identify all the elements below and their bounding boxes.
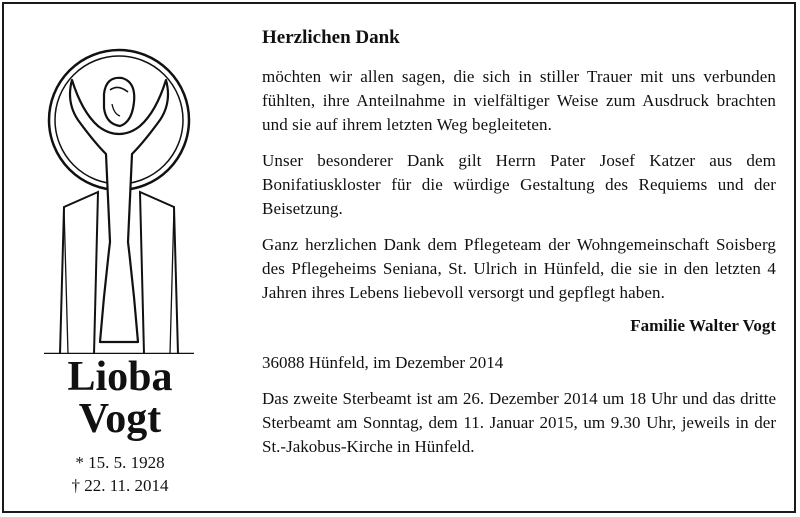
thanks-paragraph: Ganz herzlichen Dank dem Pflegeteam der Wohngemeinschaft Soisberg des Pflegeheims Seniana, St. Ulrich in Hünfeld, die sie in den letzten 4 Jahren ihres Lebens liebevoll versorgt und gepflegt haben. (262, 234, 776, 302)
place-date: 36088 Hünfeld, im Dezember 2014 (262, 352, 504, 372)
deceased-first-name: Lioba (67, 354, 173, 400)
family-signature: Familie Walter Vogt (630, 315, 776, 335)
risen-christ-figure-icon (44, 42, 194, 354)
deceased-last-name: Vogt (78, 396, 162, 442)
mass-notice: Das zweite Sterbeamt ist am 26. Dezember 2014 um 18 Uhr und das dritte Sterbeamt am Sonntag, dem 11. Januar 2015, um 9.30 Uhr, jeweils in der St.-Jakobus-Kirche in Hünfeld. (262, 388, 776, 456)
thanks-heading: Herzlichen Dank (262, 27, 400, 48)
thanks-paragraph: möchten wir allen sagen, die sich in stiller Trauer mit uns verbunden fühlten, ihre Anteilnahme in vielfältiger Weise zum Ausdruck brachten und sie auf ihrem letzten Weg begleiteten. (262, 66, 776, 134)
obituary-frame (2, 2, 796, 513)
memorial-column (4, 4, 236, 511)
message-column (262, 26, 776, 459)
thanks-paragraph: Unser besonderer Dank gilt Herrn Pater Josef Katzer aus dem Bonifatiuskloster für die würdige Gestaltung des Requiems und der Beisetzung. (262, 150, 776, 218)
birth-date: * 15. 5. 1928 (75, 453, 165, 472)
death-date: † 22. 11. 2014 (71, 476, 169, 495)
